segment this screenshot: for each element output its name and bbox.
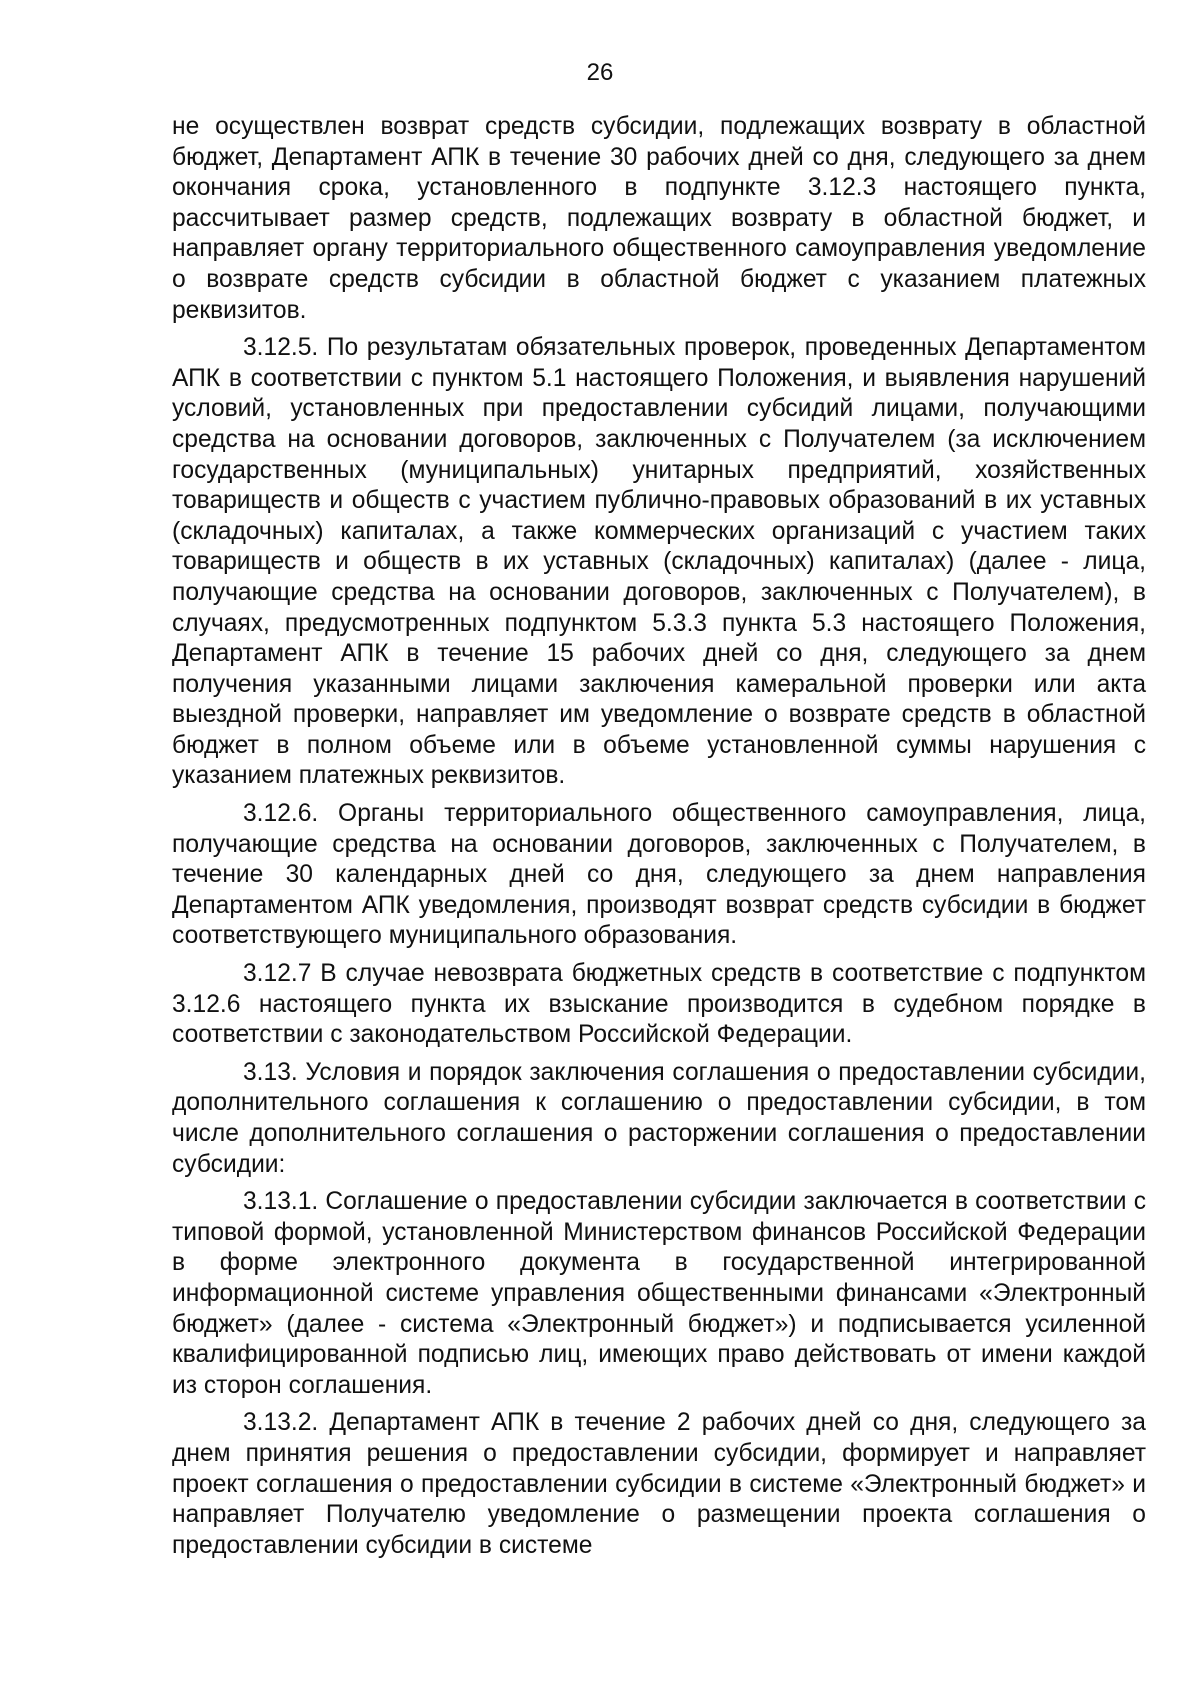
paragraph-3-12-6: 3.12.6. Органы территориального общественного самоуправления, лица, получающие средства на основании договоров, заключенных с Получателем, в течение 30 календарных дней со дня, следующего за днем направления Департаментом АПК уведомления, производят возврат средств субсидии в бюджет соответствующего муниципального образования. <box>172 800 1146 950</box>
paragraph-3-13-2: 3.13.2. Департамент АПК в течение 2 рабочих дней со дня, следующего за днем принятия решения о предоставлении субсидии, формирует и направляет проект соглашения о предоставлении субсидии в системе «Электронный бюджет» и направляет Получателю уведомление о размещении проекта соглашения о предоставлении субсидии в системе <box>172 1409 1146 1559</box>
paragraph-3-13: 3.13. Условия и порядок заключения соглашения о предоставлении субсидии, дополнительного соглашения к соглашению о предоставлении субсидии, в том числе дополнительного соглашения о расторжении соглашения о предоставлении субсидии: <box>172 1058 1146 1178</box>
paragraph-continuation: не осуществлен возврат средств субсидии, подлежащих возврату в областной бюджет, Департамент АПК в течение 30 рабочих дней со дня, следующего за днем окончания срока, установленного в подпункте 3.12.3 настоящего пункта, рассчитывает размер средств, подлежащих возврату в областной бюджет, и направляет органу территориального общественного самоуправления уведомление о возврате средств субсидии в областной бюджет с указанием платежных реквизитов. <box>172 113 1146 324</box>
page-number: 26 <box>586 59 614 86</box>
paragraph-3-12-7: 3.12.7 В случае невозврата бюджетных средств в соответствие с подпунктом 3.12.6 настоящего пункта их взыскание производится в судебном порядке в соответствии с законодательством Российской Федерации. <box>172 960 1146 1049</box>
document-body <box>172 112 1146 1568</box>
paragraph-3-12-5: 3.12.5. По результатам обязательных проверок, проведенных Департаментом АПК в соответствии с пунктом 5.1 настоящего Положения, и выявления нарушений условий, установленных при предоставлении субсидий лицами, получающими средства на основании договоров, заключенных с Получателем (за исключением государственных (муниципальных) унитарных предприятий, хозяйственных товариществ и обществ с участием публично-правовых образований в их уставных (складочных) капиталах, а также коммерческих организаций с участием таких товариществ и обществ в их уставных (складочных) капиталах) (далее - лица, получающие средства на основании договоров, заключенных с Получателем), в случаях, предусмотренных подпунктом 5.3.3 пункта 5.3 настоящего Положения, Департамент АПК в течение 15 рабочих дней со дня, следующего за днем получения указанными лицами заключения камеральной проверки или акта выездной проверки, направляет им уведомление о возврате средств в областной бюджет в полном объеме или в объеме установленной суммы нарушения с указанием платежных реквизитов. <box>172 334 1146 790</box>
paragraph-3-13-1: 3.13.1. Соглашение о предоставлении субсидии заключается в соответствии с типовой формой, установленной Министерством финансов Российской Федерации в форме электронного документа в государственной интегрированной информационной системе управления общественными финансами «Электронный бюджет» (далее - система «Электронный бюджет») и подписывается усиленной квалифицированной подписью лиц, имеющих право действовать от имени каждой из сторон соглашения. <box>172 1188 1146 1399</box>
